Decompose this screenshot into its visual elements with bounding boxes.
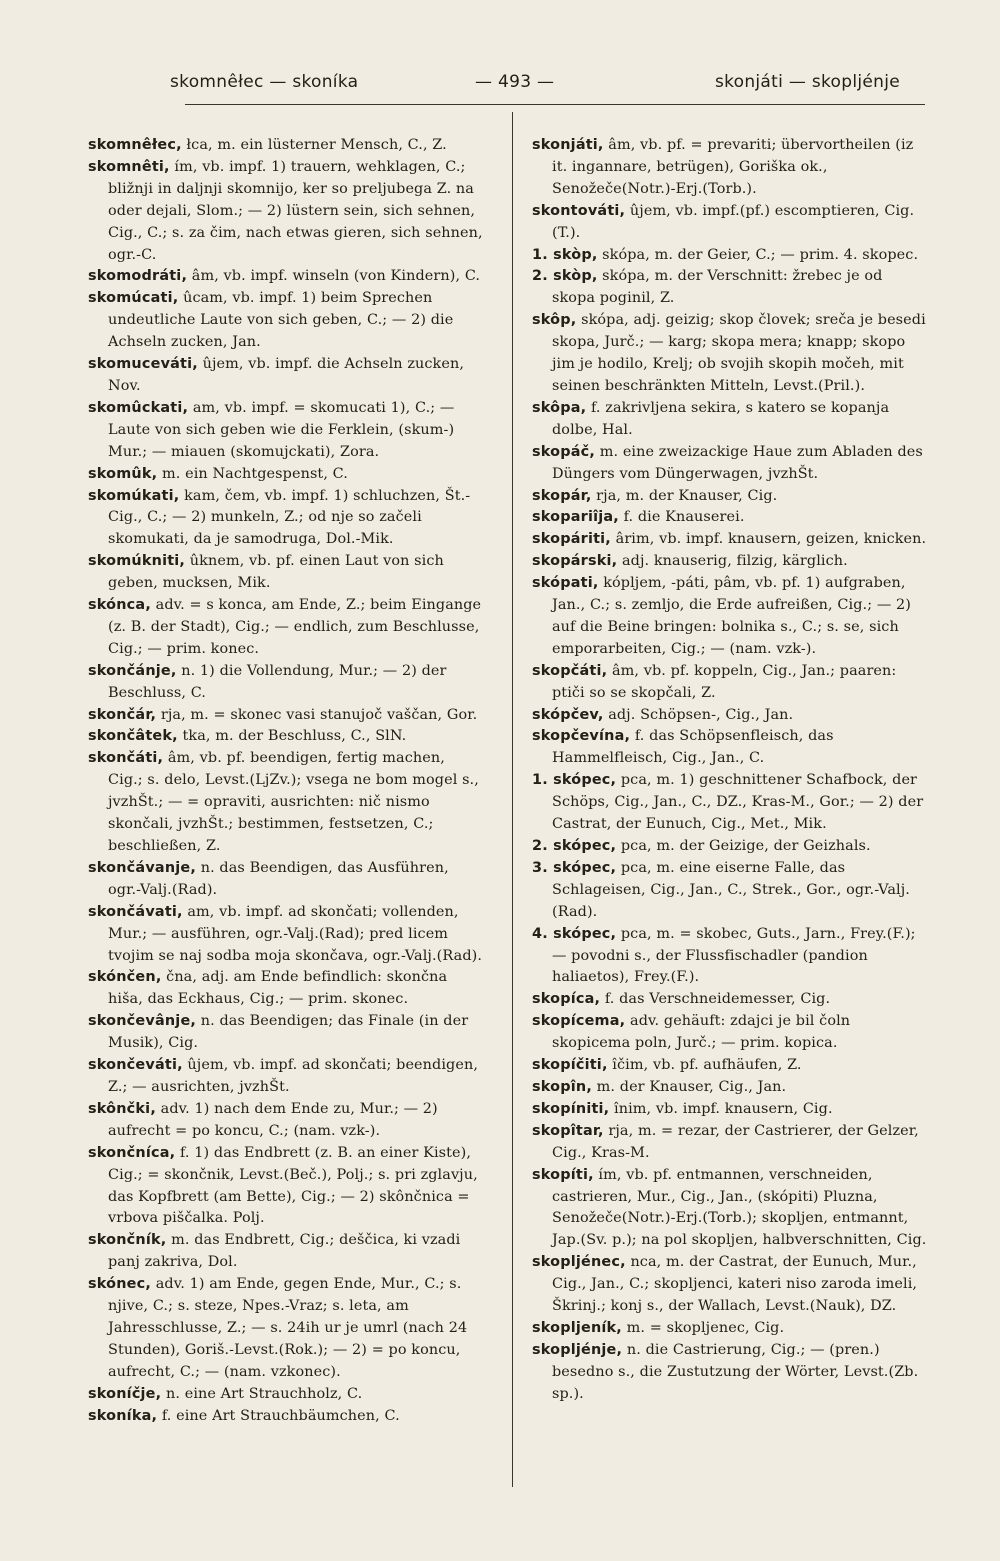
dictionary-entry	[88, 858, 483, 902]
dictionary-entry	[532, 507, 927, 529]
entry-definition: am, vb. impf. = skomucati 1), C.; — Laute von sich geben wie die Ferklein, (skum-) Mur.; — miauen (skomujckati), Zora.	[108, 399, 455, 460]
entry-definition: kópljem, -páti, pâm, vb. pf. 1) aufgraben, Jan., C.; s. zemljo, die Erde aufreißen, Cig.; — 2) auf die Beine bringen: bolnika s., C.; s. se, sich emporarbeiten, Cig.; — (nam. vzk-).	[552, 575, 911, 657]
entry-definition: m. ein Nachtgespenst, C.	[157, 465, 348, 482]
dictionary-entry	[88, 726, 483, 748]
dictionary-entry	[88, 1274, 483, 1384]
dictionary-entry	[88, 1143, 483, 1231]
entry-definition: adj. Schöpsen-, Cig., Jan.	[603, 706, 794, 723]
entry-definition: adv. gehäuft: zdajci je bil čoln skopicema poln, Jurč.; — prim. kopica.	[552, 1013, 851, 1052]
dictionary-entry	[532, 661, 927, 705]
dictionary-entry	[532, 1252, 927, 1318]
dictionary-entry	[88, 1384, 483, 1406]
entry-definition: rja, m. = skonec vasi stanujoč vaščan, Gor.	[156, 706, 478, 723]
headword: skopár,	[532, 487, 592, 504]
dictionary-entry	[88, 1011, 483, 1055]
headword: skopljeník,	[532, 1319, 622, 1336]
dictionary-entry	[532, 836, 927, 858]
dictionary-entry	[532, 310, 927, 398]
headword: skončánje,	[88, 662, 177, 679]
right-column	[532, 135, 927, 1406]
dictionary-entry	[532, 201, 927, 245]
entry-definition: m. eine zweizackige Haue zum Abladen des Düngers vom Düngerwagen, jvzhŠt.	[552, 443, 923, 482]
entry-definition: pca, m. eine eiserne Falle, das Schlageisen, Cig., Jan., C., Strek., Gor., ogr.-Valj.(Rad).	[552, 859, 910, 920]
dictionary-entry	[88, 464, 483, 486]
entry-definition: înim, vb. impf. knausern, Cig.	[609, 1100, 833, 1117]
dictionary-entry	[88, 266, 483, 288]
headword: skomúkati,	[88, 487, 180, 504]
headword: skomúcati,	[88, 290, 179, 307]
headword: skončávanje,	[88, 859, 197, 876]
entry-definition: łca, m. ein lüsterner Mensch, C., Z.	[181, 137, 447, 153]
entry-definition: n. eine Art Strauchholz, C.	[161, 1385, 363, 1402]
dictionary-entry	[532, 924, 927, 990]
dictionary-entry	[532, 989, 927, 1011]
entry-definition: ûjem, vb. impf.(pf.) escomptieren, Cig.(T.).	[552, 202, 915, 241]
headword: skomûckati,	[88, 399, 189, 416]
headword: skopárski,	[532, 553, 618, 570]
dictionary-entry	[88, 705, 483, 727]
dictionary-entry	[532, 1011, 927, 1055]
entry-definition: kam, čem, vb. impf. 1) schluchzen, Št.-Cig., C.; — 2) munkeln, Z.; od nje so začeli skomukati, da je samodruga, Dol.-Mik.	[108, 487, 471, 548]
entry-definition: ûknem, vb. pf. einen Laut von sich geben, mucksen, Mik.	[108, 553, 444, 592]
entry-definition: tka, m. der Beschluss, C., SlN.	[177, 728, 407, 745]
running-head	[140, 72, 930, 100]
headword: skôpa,	[532, 399, 587, 416]
entry-definition: rja, m. = rezar, der Castrierer, der Gelzer, Cig., Kras-M.	[552, 1122, 919, 1161]
headword: 1. skòp,	[532, 246, 598, 263]
dictionary-entry	[88, 354, 483, 398]
headword: skončeváti,	[88, 1057, 183, 1074]
entry-definition: n. das Beendigen, das Ausführen, ogr.-Valj.(Rad).	[108, 859, 449, 898]
dictionary-entry	[532, 1318, 927, 1340]
dictionary-entry	[532, 486, 927, 508]
headword: skópčev,	[532, 706, 604, 723]
headword: skonjáti,	[532, 137, 604, 153]
entry-definition: n. 1) die Vollendung, Mur.; — 2) der Beschluss, C.	[108, 662, 447, 701]
headword: skopčevína,	[532, 728, 631, 745]
dictionary-entry	[532, 266, 927, 310]
headword: skopljénje,	[532, 1341, 623, 1358]
dictionary-entry	[88, 486, 483, 552]
headword: skopíti,	[532, 1166, 594, 1183]
dictionary-entry	[532, 529, 927, 551]
entry-definition: ím, vb. pf. entmannen, verschneiden, castrieren, Mur., Cig., Jan., (skópiti) Pluzna, Senožeče(Notr.)-Erj.(Torb.); skopljen, entmannt, Jap.(Sv. p.); na pol skopljen, halbverschnitten, Cig.	[552, 1166, 927, 1249]
headword: skónec,	[88, 1276, 152, 1293]
headword: skončár,	[88, 706, 157, 723]
dictionary-entry	[88, 1055, 483, 1099]
headword: 4. skópec,	[532, 925, 617, 942]
entry-definition: n. die Castrierung, Cig.; — (pren.) besedno s., die Zustutzung der Wörter, Levst.(Zb. sp.).	[552, 1341, 919, 1402]
dictionary-entry	[88, 551, 483, 595]
headword: skopáč,	[532, 443, 596, 460]
running-head-left: skomnêłec — skoníka	[170, 72, 359, 92]
headword: skônčki,	[88, 1100, 156, 1117]
dictionary-entry	[88, 135, 483, 157]
dictionary-entry	[532, 1099, 927, 1121]
dictionary-entry	[88, 595, 483, 661]
headword: skončevânje,	[88, 1013, 197, 1030]
entry-definition: ûjem, vb. impf. die Achseln zucken, Nov.	[108, 356, 465, 394]
entry-definition: m. das Endbrett, Cig.; deščica, ki vzadi panj zakriva, Dol.	[108, 1232, 461, 1271]
headword: skopícema,	[532, 1013, 626, 1030]
headword: skončníca,	[88, 1144, 176, 1161]
dictionary-entry	[532, 1055, 927, 1077]
entry-definition: skópa, adj. geizig; skop človek; sreča je besedi skopa, Jurč.; — karg; skopa mera; knapp; skopo jim je hodilo, Krelj; ob svojih skopih močeh, mit seinen beschränkten Mitteln, Levst.(Pril.).	[552, 312, 926, 394]
headword: 3. skópec,	[532, 859, 617, 876]
dictionary-entry	[532, 726, 927, 770]
entry-definition: rja, m. der Knauser, Cig.	[591, 487, 778, 504]
headword: 2. skòp,	[532, 268, 598, 285]
entry-definition: ârim, vb. impf. knausern, geizen, knicken.	[610, 531, 927, 548]
dictionary-entry	[88, 748, 483, 858]
headword: skomnêłec,	[88, 137, 182, 153]
entry-definition: f. 1) das Endbrett (z. B. an einer Kiste), Cig.; = skončnik, Levst.(Beč.), Polj.; s. pri zglavju, das Kopfbrett (am Bette), Cig.; — 2) skônčnica = vrbova piščalka. Polj.	[108, 1144, 478, 1227]
dictionary-entry	[532, 551, 927, 573]
entry-definition: f. zakrivljena sekira, s katero se kopanja dolbe, Hal.	[552, 399, 890, 438]
dictionary-entry	[532, 245, 927, 267]
headword: 1. skópec,	[532, 772, 617, 789]
entry-definition: m. der Knauser, Cig., Jan.	[591, 1078, 787, 1095]
headword: skónca,	[88, 597, 151, 614]
entry-definition: ûjem, vb. impf. ad skončati; beendigen, Z.; — ausrichten, jvzhŠt.	[108, 1057, 479, 1095]
entry-definition: âm, vb. pf. = prevariti; übervortheilen (iz it. ingannare, betrügen), Goriška ok., Senožeče(Notr.)-Erj.(Torb.).	[552, 137, 914, 197]
entry-definition: pca, m. = skobec, Guts., Jarn., Frey.(F.); — povodni s., der Flussfischadler (pandion haliaetos), Frey.(F.).	[552, 925, 916, 986]
headword: 2. skópec,	[532, 838, 617, 854]
entry-definition: îčim, vb. pf. aufhäufen, Z.	[607, 1057, 802, 1074]
headword: skomodráti,	[88, 268, 188, 285]
headword: skončník,	[88, 1232, 167, 1249]
entry-definition: adv. = s konca, am Ende, Z.; beim Eingange (z. B. der Stadt), Cig.; — endlich, zum Beschlusse, Cig.; — prim. konec.	[108, 597, 482, 657]
headword: skôp,	[532, 312, 577, 329]
entry-definition: f. das Verschneidemesser, Cig.	[600, 991, 831, 1008]
dictionary-entry	[532, 1077, 927, 1099]
headword: skopčáti,	[532, 662, 608, 679]
headword: skopîn,	[532, 1078, 592, 1095]
entry-definition: âm, vb. pf. beendigen, fertig machen, Cig.; s. delo, Levst.(LjZv.); vsega ne bom mogel s., jvzhŠt.; — = opraviti, ausrichten: nič nismo skončali, jvzhŠt.; bestimmen, festsetzen, C.; beschließen, Z.	[108, 750, 479, 854]
entry-definition: f. eine Art Strauchbäumchen, C.	[157, 1407, 400, 1424]
page-number: — 493 —	[475, 72, 555, 92]
entry-definition: čna, adj. am Ende befindlich: skončna hiša, das Eckhaus, Cig.; — prim. skonec.	[108, 969, 448, 1008]
dictionary-entry	[88, 157, 483, 267]
headword: skomuceváti,	[88, 356, 198, 373]
entry-definition: skópa, m. der Geier, C.; — prim. 4. skopec.	[597, 246, 919, 263]
headword: skopíniti,	[532, 1100, 610, 1117]
dictionary-entry	[88, 967, 483, 1011]
headword: skopíčiti,	[532, 1057, 608, 1074]
dictionary-entry	[532, 770, 927, 836]
headword: skopljénec,	[532, 1254, 626, 1271]
headword: skončâtek,	[88, 728, 178, 745]
headword: skomnêti,	[88, 158, 170, 175]
entry-definition: adv. 1) nach dem Ende zu, Mur.; — 2) aufrecht = po koncu, C.; (nam. vzk-).	[108, 1100, 438, 1139]
headword: skontováti,	[532, 202, 626, 219]
dictionary-entry	[88, 1099, 483, 1143]
left-column	[88, 135, 483, 1427]
entry-definition: f. das Schöpsenfleisch, das Hammelfleisch, Cig., Jan., C.	[552, 728, 834, 767]
headword: skončávati,	[88, 903, 183, 920]
entry-definition: f. die Knauserei.	[618, 509, 745, 526]
entry-definition: ûcam, vb. impf. 1) beim Sprechen undeutliche Laute von sich geben, C.; — 2) die Achseln zucken, Jan.	[108, 290, 454, 351]
header-rule	[185, 104, 925, 105]
dictionary-entry	[532, 135, 927, 201]
entry-definition: ím, vb. impf. 1) trauern, wehklagen, C.; bližnji in daljnji skomnijo, ker so preljubega Z. na oder dejali, Slom.; — 2) lüstern sein, sich sehnen, Cig., C.; s. za čim, nach etwas gieren, sich sehnen, ogr.-C.	[108, 158, 483, 263]
headword: skončáti,	[88, 750, 164, 767]
dictionary-entry	[88, 398, 483, 464]
dictionary-entry	[532, 573, 927, 661]
headword: skoníka,	[88, 1407, 158, 1424]
headword: skomûk,	[88, 465, 158, 482]
dictionary-entry	[88, 902, 483, 968]
dictionary-entry	[532, 1340, 927, 1406]
dictionary-entry	[88, 288, 483, 354]
dictionary-entry	[532, 1121, 927, 1165]
entry-definition: am, vb. impf. ad skončati; vollenden, Mur.; — ausführen, ogr.-Valj.(Rad); pred licem tvojim se naj sodba moja skončava, ogr.-Valj.(Rad).	[108, 903, 483, 964]
headword: skopáriti,	[532, 531, 611, 548]
entry-definition: nca, m. der Castrat, der Eunuch, Mur., Cig., Jan., C.; skopljenci, kateri niso zaroda imeli, Škrinj.; konj s., der Wallach, Levst.(Nauk), DZ.	[552, 1254, 918, 1315]
dictionary-entry	[532, 398, 927, 442]
headword: skomúkniti,	[88, 553, 186, 570]
headword: skopîtar,	[532, 1122, 604, 1139]
entry-definition: âm, vb. pf. koppeln, Cig., Jan.; paaren: ptiči so se skopčali, Z.	[552, 662, 897, 701]
entry-definition: m. = skopljenec, Cig.	[621, 1319, 785, 1336]
entry-definition: pca, m. 1) geschnittener Schafbock, der Schöps, Cig., Jan., C., DZ., Kras-M., Gor.; — 2) der Castrat, der Eunuch, Cig., Met., Mik.	[552, 772, 924, 833]
entry-definition: n. das Beendigen; das Finale (in der Musik), Cig.	[108, 1013, 469, 1052]
running-head-right: skonjáti — skopljénje	[714, 72, 900, 92]
entry-definition: adj. knauserig, filzig, kärglich.	[617, 553, 848, 570]
headword: skopariîja,	[532, 509, 619, 526]
entry-definition: pca, m. der Geizige, der Geizhals.	[616, 838, 871, 854]
dictionary-entry	[88, 1406, 483, 1428]
headword: skopíca,	[532, 991, 601, 1008]
headword: skoníčje,	[88, 1385, 162, 1402]
column-divider	[512, 112, 513, 1487]
entry-definition: adv. 1) am Ende, gegen Ende, Mur., C.; s. njive, C.; s. steze, Npes.-Vraz; s. leta, am Jahresschlusse, Z.; — s. 24ih ur je umrl (nach 24 Stunden), Goriš.-Levst.(Rok.); — 2) = po koncu, aufrecht, C.; — (nam. vzkonec).	[108, 1276, 468, 1380]
headword: skópati,	[532, 575, 599, 592]
entry-definition: âm, vb. impf. winseln (von Kindern), C.	[187, 268, 481, 285]
dictionary-entry	[532, 1165, 927, 1253]
headword: skónčen,	[88, 969, 162, 986]
dictionary-entry	[88, 1230, 483, 1274]
dictionary-entry	[532, 705, 927, 727]
entry-definition: skópa, m. der Verschnitt: žrebec je od skopa poginil, Z.	[552, 268, 883, 307]
dictionary-entry	[532, 442, 927, 486]
dictionary-entry	[88, 661, 483, 705]
dictionary-entry	[532, 858, 927, 924]
